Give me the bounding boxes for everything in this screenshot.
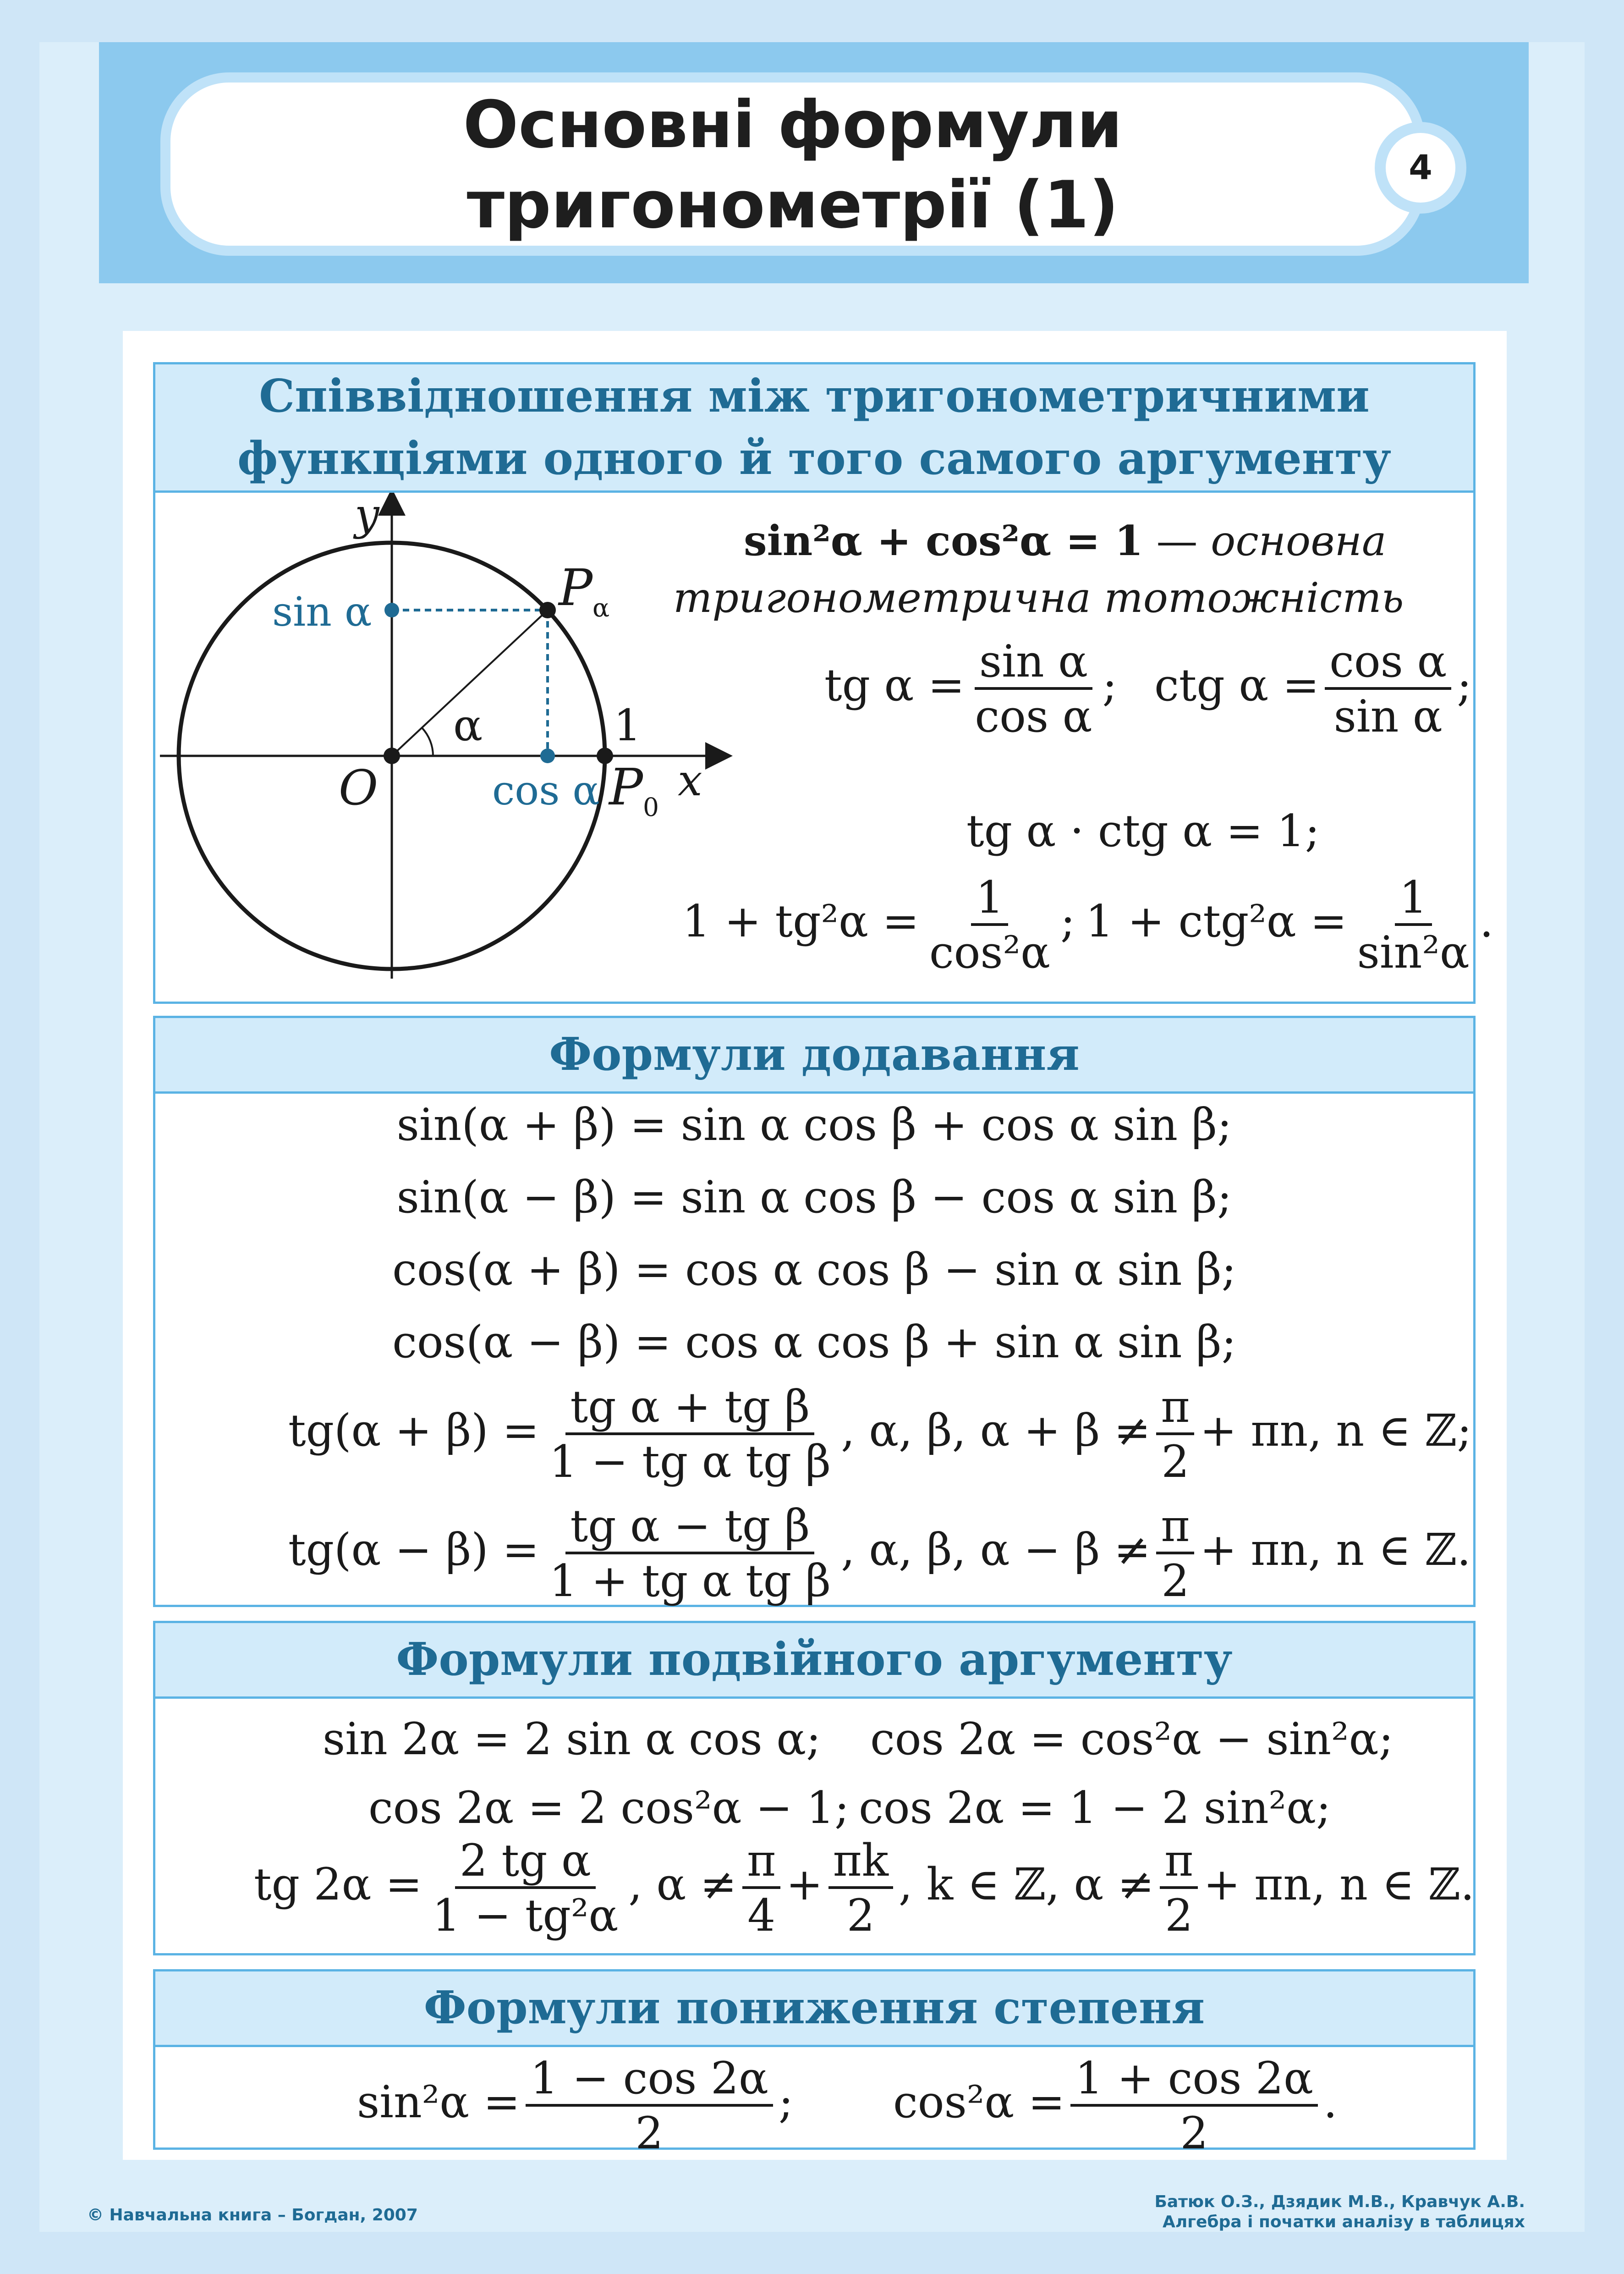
p-alpha-subscript: α <box>593 593 610 622</box>
tg-diff-pi-fraction <box>1156 1500 1194 1607</box>
tg-double-tail: + πn, n ∈ ℤ. <box>1203 1859 1475 1910</box>
cos-square-lhs: cos²α = <box>893 2076 1065 2128</box>
ctg-square-lhs: 1 + ctg²α = <box>1086 896 1347 947</box>
angle-arc <box>422 728 433 756</box>
section-relations <box>153 362 1494 1004</box>
y-axis-label: y <box>355 493 379 540</box>
tg-sum-lhs: tg(α + β) = <box>288 1405 539 1456</box>
origin-label: O <box>339 760 379 816</box>
one-label: 1 <box>614 700 642 751</box>
tg-definition <box>824 636 1117 742</box>
cos-double-formula-3: cos 2α = 1 − 2 sin²α; <box>859 1782 1331 1834</box>
tg-def-den: cos α <box>975 691 1092 742</box>
p0-subscript: 0 <box>643 793 659 822</box>
ctg-definition <box>1154 636 1472 742</box>
tg-double-f3-den: 2 <box>1165 1890 1193 1941</box>
tg-double-num: 2 tg α <box>455 1839 596 1889</box>
tg-square-end: ; <box>1060 896 1075 947</box>
identity-line <box>744 517 1387 565</box>
origin-point <box>384 748 400 764</box>
sin-double-formula: sin 2α = 2 sin α cos α; <box>323 1713 821 1765</box>
tg-diff-lhs: tg(α − β) = <box>288 1524 539 1575</box>
tg-double-formula <box>254 1835 1475 1941</box>
identity-formula: sin²α + cos²α = 1 <box>744 517 1143 565</box>
tg-double-mid: , k ∈ ℤ, α ≠ <box>898 1859 1155 1910</box>
title-line-2: тригонометрії (1) <box>466 167 1119 243</box>
tg-double-f1-num: π <box>742 1839 780 1889</box>
cos-square-den: 2 <box>1180 2108 1208 2159</box>
tg-diff-tail: + πn, n ∈ ℤ. <box>1200 1524 1471 1575</box>
section-relations-heading-line-1: Співвідношення між тригонометричними <box>259 369 1370 423</box>
tg-sum-fraction <box>545 1381 835 1487</box>
tg-sum-formula <box>288 1381 1472 1487</box>
sin-square-lhs: sin²α = <box>357 2076 521 2128</box>
section-addition-heading <box>155 1018 1473 1094</box>
section-double-angle <box>153 1621 1476 1955</box>
page-title <box>160 80 1425 250</box>
ctg-def-fraction <box>1325 636 1451 742</box>
section-double-angle-heading-text: Формули подвійного аргументу <box>396 1633 1233 1686</box>
tg-def-fraction <box>970 636 1097 742</box>
p0-label <box>608 758 659 822</box>
ctg-square-num: 1 <box>1395 875 1432 926</box>
tg-sum-pi-fraction <box>1156 1381 1194 1487</box>
tg-square-lhs: 1 + tg²α = <box>682 896 919 947</box>
cos-double-formula-2: cos 2α = 2 cos²α − 1; <box>368 1782 850 1834</box>
cos-square-num: 1 + cos 2α <box>1070 2056 1318 2107</box>
tg-sum-cond: , α, β, α + β ≠ <box>841 1405 1151 1456</box>
tg-def-num: sin α <box>975 639 1092 690</box>
tg-diff-fraction <box>545 1500 835 1607</box>
tg-double-fraction <box>428 1835 623 1941</box>
tg-sum-tail: + πn, n ∈ ℤ; <box>1200 1405 1472 1456</box>
tg-diff-num: tg α − tg β <box>565 1504 814 1554</box>
cos-diff-formula: cos(α − β) = cos α cos β + sin α sin β; <box>392 1316 1236 1368</box>
ctg-def-end: ; <box>1457 660 1472 711</box>
tg-square-num: 1 <box>971 875 1008 926</box>
ctg-def-den: sin α <box>1333 691 1443 742</box>
tg-double-f1 <box>742 1835 780 1941</box>
cos-square-fraction <box>1070 2053 1318 2159</box>
ctg-square-end: . <box>1479 896 1494 947</box>
tg-def-end: ; <box>1102 660 1117 711</box>
authors-line: Батюк О.З., Дзядик М.В., Кравчук А.В. <box>1154 2192 1525 2211</box>
section-power-reduction-heading-text: Формули пониження степеня <box>423 1982 1205 2034</box>
tg-square-identity <box>682 872 1075 978</box>
section-relations-heading <box>155 364 1473 493</box>
tg-ctg-product: tg α · ctg α = 1; <box>966 805 1320 857</box>
cos-double-formula-1: cos 2α = cos²α − sin²α; <box>870 1713 1394 1765</box>
tg-double-cond: , α ≠ <box>628 1859 737 1910</box>
tg-sum-pi-num: π <box>1156 1385 1194 1435</box>
cos-square-end: . <box>1323 2076 1338 2128</box>
section-addition-heading-text: Формули додавання <box>549 1028 1080 1081</box>
identity-note-2: тригонометрична тотожність <box>673 574 1404 622</box>
section-power-reduction <box>153 1969 1476 2159</box>
ctg-square-fraction <box>1353 872 1474 978</box>
tg-diff-pi-den: 2 <box>1161 1555 1190 1607</box>
p0-letter: P <box>609 758 643 816</box>
tg-double-f2-num: πk <box>828 1839 893 1889</box>
section-power-reduction-heading <box>155 1971 1473 2047</box>
alpha-label: α <box>453 700 483 751</box>
tg-sum-num: tg α + tg β <box>565 1385 814 1435</box>
ctg-square-den: sin²α <box>1357 927 1470 978</box>
tg-diff-formula <box>288 1500 1471 1607</box>
section-relations-heading-line-2: функціями одного й того самого аргументу <box>237 432 1391 485</box>
sin-square-end: ; <box>778 2076 794 2128</box>
publisher-credit: © Навчальна книга – Богдан, 2007 <box>87 2206 418 2224</box>
tg-sum-den: 1 − tg α tg β <box>549 1436 831 1487</box>
sin-diff-formula: sin(α − β) = sin α cos β − cos α sin β; <box>396 1172 1232 1223</box>
sin-square-num: 1 − cos 2α <box>526 2056 773 2107</box>
sin-alpha-label: sin α <box>272 588 372 635</box>
sin-square-fraction <box>526 2053 773 2159</box>
tg-sum-pi-den: 2 <box>1161 1436 1190 1487</box>
cos-alpha-label: cos α <box>492 767 600 814</box>
tg-double-plus: + <box>786 1859 823 1910</box>
cos-point <box>540 749 555 763</box>
authors-credit <box>1154 2192 1525 2232</box>
tg-diff-den: 1 + tg α tg β <box>549 1555 831 1607</box>
tg-double-f1-den: 4 <box>747 1890 776 1941</box>
cos-square-reduction <box>893 2053 1338 2159</box>
title-line-1: Основні формули <box>463 87 1123 163</box>
identity-note-1: основна <box>1211 517 1387 565</box>
tg-double-den: 1 − tg²α <box>432 1890 619 1941</box>
p-alpha-point <box>539 602 556 618</box>
sin-square-den: 2 <box>635 2108 664 2159</box>
book-title-line: Алгебра і початки аналізу в таблицях <box>1162 2213 1525 2231</box>
sin-square-reduction <box>357 2053 794 2159</box>
page-number-badge <box>1375 122 1466 214</box>
tg-double-f3-num: π <box>1160 1839 1198 1889</box>
sin-point <box>384 603 399 617</box>
x-axis-label: x <box>678 755 702 806</box>
tg-square-fraction <box>925 872 1055 978</box>
tg-diff-cond: , α, β, α − β ≠ <box>841 1524 1151 1575</box>
tg-square-den: cos²α <box>929 927 1050 978</box>
section-double-angle-heading <box>155 1623 1473 1699</box>
ctg-def-lhs: ctg α = <box>1154 660 1320 711</box>
section-addition <box>153 1016 1476 1607</box>
tg-double-f2 <box>828 1835 893 1941</box>
page-number: 4 <box>1409 148 1432 187</box>
tg-double-f3 <box>1160 1835 1198 1941</box>
identity-dash: — <box>1143 517 1211 565</box>
p-alpha-label <box>558 558 609 622</box>
tg-double-f2-den: 2 <box>846 1890 875 1941</box>
tg-double-lhs: tg 2α = <box>254 1859 422 1910</box>
sin-sum-formula: sin(α + β) = sin α cos β + cos α sin β; <box>396 1099 1232 1151</box>
cos-sum-formula: cos(α + β) = cos α cos β − sin α sin β; <box>392 1244 1236 1295</box>
ctg-square-identity <box>1086 872 1494 978</box>
tg-diff-pi-num: π <box>1156 1504 1194 1554</box>
ctg-def-num: cos α <box>1325 639 1451 690</box>
tg-def-lhs: tg α = <box>824 660 965 711</box>
p-alpha-letter: P <box>559 558 593 617</box>
